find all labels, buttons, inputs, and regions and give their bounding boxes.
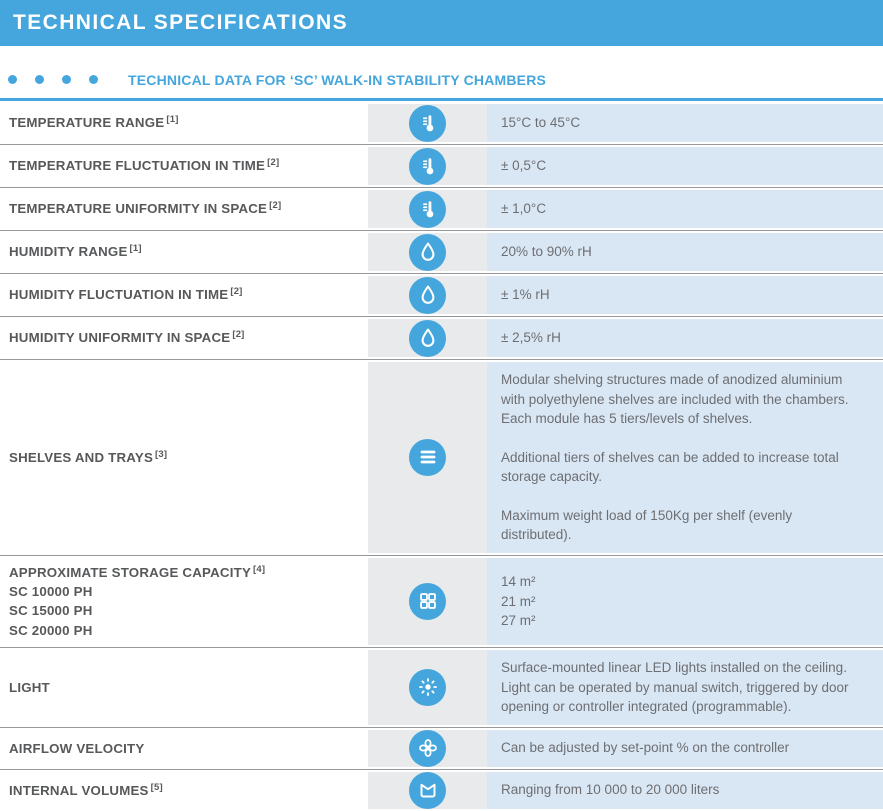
footnote-ref: [2] <box>269 200 282 212</box>
footnote-ref: [1] <box>129 243 142 255</box>
table-row <box>0 274 883 317</box>
icon-cell <box>368 730 487 767</box>
row-label-text: HUMIDITY UNIFORMITY IN SPACE <box>9 330 231 346</box>
row-value-text: 15°C to 45°C <box>501 115 581 131</box>
row-label <box>0 147 368 185</box>
row-value <box>487 772 883 809</box>
row-value-line: 27 m² <box>501 613 536 629</box>
volume-icon <box>409 772 446 809</box>
light-icon <box>409 669 446 706</box>
row-value-text: Can be adjusted by set-point % on the controller <box>501 740 790 756</box>
icon-cell <box>368 104 487 142</box>
storage-grid-icon <box>409 583 446 620</box>
row-value-text: ± 1% rH <box>501 287 550 303</box>
model-name: SC 20000 PH <box>9 622 93 638</box>
humidity-drop-icon <box>409 320 446 357</box>
footnote-ref: [4] <box>253 563 266 575</box>
footnote-ref: [2] <box>267 157 280 169</box>
row-value <box>487 362 883 553</box>
footnote-ref: [5] <box>150 781 163 793</box>
row-label-text: HUMIDITY RANGE <box>9 244 128 260</box>
table-row <box>0 648 883 728</box>
row-label-text: INTERNAL VOLUMES <box>9 782 149 798</box>
row-label <box>0 650 368 725</box>
footnote-ref: [1] <box>166 114 179 126</box>
row-value-paragraph: Additional tiers of shelves can be added to increase total storage capacity. <box>501 449 839 485</box>
table-row <box>0 728 883 770</box>
icon-cell <box>368 276 487 314</box>
table-row <box>0 102 883 145</box>
row-label <box>0 558 368 645</box>
icon-cell <box>368 650 487 725</box>
footnote-ref: [2] <box>232 329 245 341</box>
table-row <box>0 145 883 188</box>
row-label-text: APPROXIMATE STORAGE CAPACITY <box>9 564 252 580</box>
row-label-text: HUMIDITY FLUCTUATION IN TIME <box>9 287 229 303</box>
bullet-dot <box>35 75 44 84</box>
footnote-ref: [3] <box>155 448 168 460</box>
header-bar <box>0 0 883 46</box>
row-value-line: 21 m² <box>501 593 536 609</box>
section-divider <box>0 98 883 101</box>
row-label <box>0 730 368 767</box>
icon-cell <box>368 147 487 185</box>
row-value <box>487 147 883 185</box>
thermometer-icon <box>409 191 446 228</box>
model-name: SC 15000 PH <box>9 603 93 619</box>
shelves-icon <box>409 439 446 476</box>
row-label-text: TEMPERATURE FLUCTUATION IN TIME <box>9 158 266 174</box>
row-label-text: SHELVES AND TRAYS <box>9 449 154 465</box>
row-value <box>487 319 883 357</box>
row-label <box>0 319 368 357</box>
row-label-text: TEMPERATURE RANGE <box>9 115 165 131</box>
bullet-dot <box>89 75 98 84</box>
thermometer-icon <box>409 148 446 185</box>
row-value <box>487 190 883 228</box>
row-value <box>487 730 883 767</box>
row-label <box>0 190 368 228</box>
humidity-drop-icon <box>409 234 446 271</box>
icon-cell <box>368 233 487 271</box>
table-row <box>0 770 883 811</box>
row-label <box>0 104 368 142</box>
icon-cell <box>368 362 487 553</box>
section-title: TECHNICAL DATA FOR ‘SC’ WALK-IN STABILITY CHAMBERS <box>128 71 547 88</box>
row-value-text: Surface-mounted linear LED lights installed on the ceiling. Light can be operated by manual switch, triggered by door opening or controller integrated (programmable). <box>501 660 849 715</box>
icon-cell <box>368 558 487 645</box>
model-name: SC 10000 PH <box>9 584 93 600</box>
row-value-paragraph: Maximum weight load of 150Kg per shelf (evenly distributed). <box>501 507 793 543</box>
page-title: TECHNICAL SPECIFICATIONS <box>13 11 349 34</box>
bullet-dot <box>8 75 17 84</box>
table-row <box>0 188 883 231</box>
thermometer-icon <box>409 105 446 142</box>
icon-cell <box>368 772 487 809</box>
row-value-line: 14 m² <box>501 574 536 590</box>
row-label <box>0 362 368 553</box>
row-label <box>0 276 368 314</box>
footnote-ref: [2] <box>230 286 243 298</box>
bullet-dot <box>62 75 71 84</box>
icon-cell <box>368 319 487 357</box>
row-value <box>487 650 883 725</box>
row-value <box>487 276 883 314</box>
row-value-text: ± 2,5% rH <box>501 330 561 346</box>
row-value <box>487 233 883 271</box>
row-label-text: TEMPERATURE UNIFORMITY IN SPACE <box>9 201 268 217</box>
icon-cell <box>368 190 487 228</box>
row-label-text: AIRFLOW VELOCITY <box>9 740 145 756</box>
table-row <box>0 231 883 274</box>
fan-icon <box>409 730 446 767</box>
spec-table <box>0 102 883 811</box>
row-label <box>0 772 368 809</box>
table-row <box>0 360 883 556</box>
row-label <box>0 233 368 271</box>
humidity-drop-icon <box>409 277 446 314</box>
row-label-text: LIGHT <box>9 679 50 695</box>
row-value-text: ± 1,0°C <box>501 201 547 217</box>
table-row <box>0 317 883 360</box>
row-value-text: Ranging from 10 000 to 20 000 liters <box>501 782 720 798</box>
row-value-text: ± 0,5°C <box>501 158 547 174</box>
table-row <box>0 556 883 648</box>
row-value <box>487 558 883 645</box>
row-value-text: 20% to 90% rH <box>501 244 592 260</box>
row-value-paragraph: Modular shelving structures made of anodized aluminium with polyethylene shelves are included with the chambers. Each module has 5 tiers/levels of shelves. <box>501 372 849 427</box>
row-value <box>487 104 883 142</box>
section-heading <box>8 72 883 87</box>
